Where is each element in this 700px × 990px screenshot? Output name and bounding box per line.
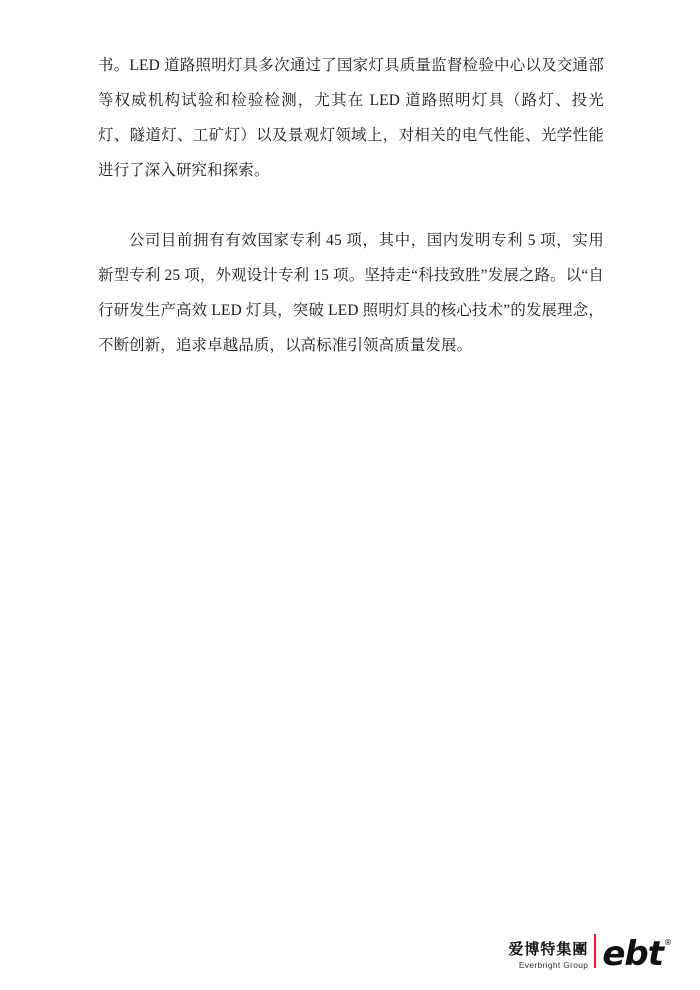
logo-text-block xyxy=(508,941,588,972)
logo-mark-text: ebt xyxy=(602,934,663,974)
footer-logo xyxy=(442,926,672,972)
paragraph-1: 书。LED 道路照明灯具多次通过了国家灯具质量监督检验中心以及交通部等权威机构试验和检验检测，尤其在 LED 道路照明灯具（路灯、投光灯、隧道灯、工矿灯）以及景观灯领域上，对相关的电气性能、光学性能进行了深入研究和探索。 xyxy=(98,57,604,179)
logo-mark-wrap xyxy=(602,936,672,972)
paragraph-2: 公司目前拥有有效国家专利 45 项，其中，国内发明专利 5 项，实用新型专利 25 项，外观设计专利 15 项。坚持走“科技致胜”发展之路。以“自行研发生产高效 LED 灯具，突破 LED 照明灯具的核心技术”的发展理念，不断创新，追求卓越品质，以高标准引领高质量发展。 xyxy=(98,232,604,354)
logo-row xyxy=(442,926,672,972)
document-body xyxy=(98,48,604,363)
logo-divider xyxy=(594,934,596,968)
logo-chinese-name: 爱博特集團 xyxy=(508,941,589,958)
logo-english-name: Everbright Group xyxy=(518,960,589,970)
registered-trademark-icon: ® xyxy=(664,938,672,947)
